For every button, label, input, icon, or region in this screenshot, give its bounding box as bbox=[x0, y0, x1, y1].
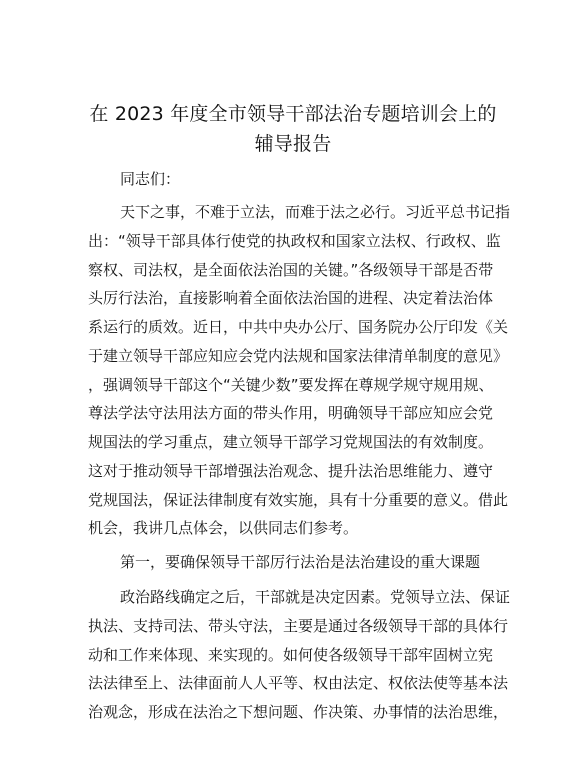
paragraph-1-line: ，强调领导干部这个“关键少数”要发挥在尊规学规守规用规、 bbox=[88, 376, 494, 394]
paragraph-1-line: 天下之事，不难于立法，而难于法之必行。习近平总书记指 bbox=[120, 203, 511, 221]
paragraph-2-line: 执法、支持司法、带头守法，主要是通过各级领导干部的具体行 bbox=[88, 617, 509, 635]
paragraph-1-line: 察权、司法权，是全面依法治国的关键。”各级领导干部是否带 bbox=[88, 261, 494, 279]
paragraph-1-line: 头厉行法治，直接影响着全面依法治国的进程、决定着法治体 bbox=[88, 289, 494, 307]
paragraph-1-line: 出：“领导干部具体行使党的执政权和国家立法权、行政权、监 bbox=[88, 232, 501, 250]
paragraph-1-line: 机会，我讲几点体会，以供同志们参考。 bbox=[88, 519, 359, 537]
document-title-line-2: 辅导报告 bbox=[254, 133, 332, 155]
paragraph-1-line: 党规国法，保证法律制度有效实施，具有十分重要的意义。借此 bbox=[88, 491, 509, 509]
paragraph-1-line: 于建立领导干部应知应会党内法规和国家法律清单制度的意见》 bbox=[88, 347, 509, 365]
paragraph-2-line: 治观念，形成在法治之下想问题、作决策、办事情的法治思维， bbox=[88, 703, 509, 721]
paragraph-2-line: 法法律至上、法律面前人人平等、权由法定、权依法使等基本法 bbox=[88, 674, 509, 692]
section-1-heading: 第一，要确保领导干部厉行法治是法治建设的重大课题 bbox=[120, 553, 481, 571]
paragraph-1-line: 系运行的质效。近日，中共中央办公厅、国务院办公厅印发《关 bbox=[88, 318, 509, 336]
salutation: 同志们： bbox=[120, 170, 181, 188]
paragraph-1-line: 规国法的学习重点，建立领导干部学习党规国法的有效制度。 bbox=[88, 433, 494, 451]
document-title-line-1: 在 2023 年度全市领导干部法治专题培训会上的 bbox=[89, 103, 497, 125]
paragraph-2-line: 政治路线确定之后，干部就是决定因素。党领导立法、保证 bbox=[120, 588, 511, 606]
paragraph-1-line: 这对于推动领导干部增强法治观念、提升法治思维能力、遵守 bbox=[88, 462, 494, 480]
paragraph-2-line: 动和工作来体现、来实现的。如何使各级领导干部牢固树立宪 bbox=[88, 646, 494, 664]
paragraph-1-line: 尊法学法守法用法方面的带头作用，明确领导干部应知应会党 bbox=[88, 404, 494, 422]
